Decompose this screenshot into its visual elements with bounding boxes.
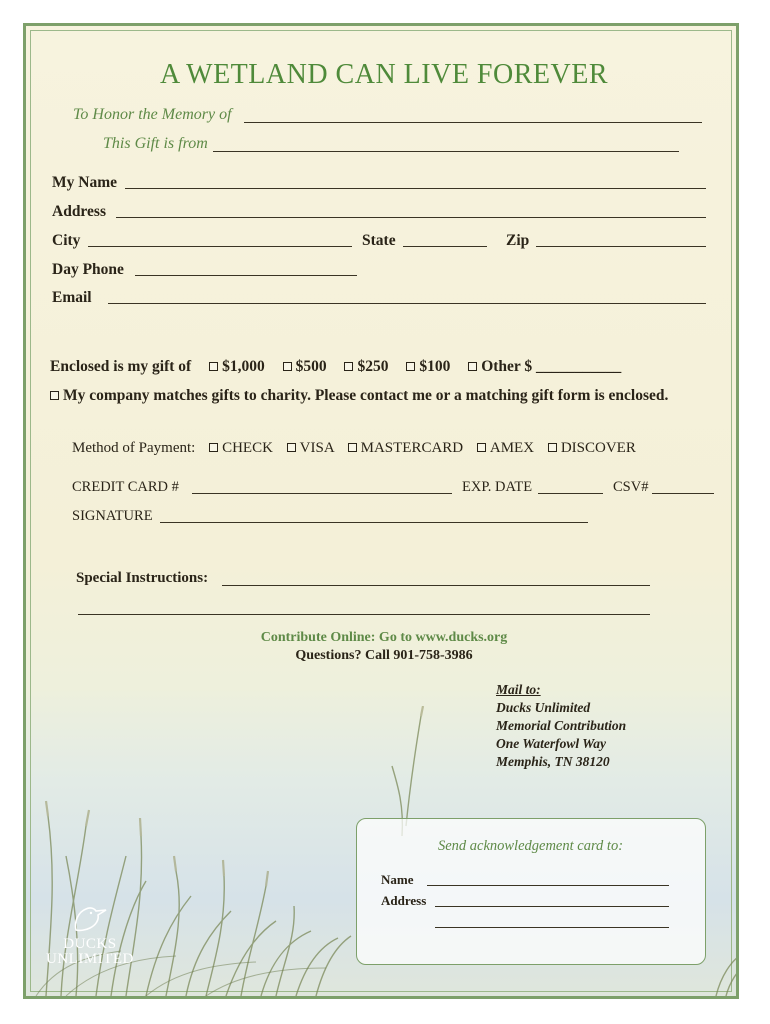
signature-label: SIGNATURE: [72, 508, 153, 524]
payment-method-row: [72, 440, 636, 457]
mail-to-line-4: Memphis, TN 38120: [496, 754, 610, 769]
ack-name-label: Name: [381, 872, 414, 887]
gift-label: Enclosed is my gift of: [50, 358, 192, 375]
state-field[interactable]: [403, 246, 487, 247]
payment-option-amex[interactable]: AMEX: [477, 440, 534, 456]
honor-memory-label: To Honor the Memory of: [73, 106, 232, 123]
duck-head-icon: [70, 902, 110, 932]
signature-field[interactable]: [160, 522, 588, 523]
payment-option-visa[interactable]: VISA: [287, 440, 334, 456]
mail-to-heading: Mail to:: [496, 682, 541, 697]
name-label: My Name: [52, 174, 117, 191]
checkbox-icon[interactable]: [209, 443, 218, 452]
checkbox-icon[interactable]: [283, 362, 292, 371]
honor-memory-field[interactable]: [244, 122, 702, 123]
email-field[interactable]: [108, 303, 706, 304]
ack-address-field[interactable]: [435, 906, 669, 907]
checkbox-icon[interactable]: [406, 362, 415, 371]
ack-address-label: Address: [381, 893, 427, 908]
questions-text: Questions? Call 901-758-3986: [295, 648, 473, 663]
payment-option-check[interactable]: CHECK: [209, 440, 273, 456]
checkbox-icon[interactable]: [50, 391, 59, 400]
gift-from-field[interactable]: [213, 151, 679, 152]
city-label: City: [52, 232, 81, 249]
city-field[interactable]: [88, 246, 352, 247]
gift-option-1000[interactable]: $1,000: [209, 358, 265, 375]
logo-line-2: UNLIMITED: [46, 951, 134, 967]
gift-from-label: This Gift is from: [103, 135, 208, 152]
company-match-text: My company matches gifts to charity. Please contact me or a matching gift form is enclosed.: [63, 387, 669, 404]
csv-field[interactable]: [652, 493, 714, 494]
zip-field[interactable]: [536, 246, 706, 247]
logo-line-1: DUCKS: [63, 936, 117, 952]
gift-option-100[interactable]: $100: [406, 358, 450, 375]
state-label: State: [362, 232, 396, 249]
address-label: Address: [52, 203, 106, 220]
contribute-online-text: Contribute Online: Go to www.ducks.org: [260, 630, 508, 645]
ack-name-field[interactable]: [427, 885, 669, 886]
gift-option-250[interactable]: $250: [344, 358, 388, 375]
name-field[interactable]: [125, 188, 706, 189]
form-frame: [23, 23, 739, 999]
zip-label: Zip: [506, 232, 530, 249]
checkbox-icon[interactable]: [209, 362, 218, 371]
company-match-row[interactable]: [50, 387, 668, 405]
mail-to-line-3: One Waterfowl Way: [496, 736, 607, 751]
checkbox-icon[interactable]: [287, 443, 296, 452]
gift-option-other[interactable]: Other $ ___________: [468, 358, 621, 375]
checkbox-icon[interactable]: [348, 443, 357, 452]
special-instructions-field-2[interactable]: [78, 614, 650, 615]
gift-row: [50, 358, 621, 376]
csv-label: CSV#: [613, 479, 649, 495]
day-phone-field[interactable]: [135, 275, 357, 276]
credit-card-field[interactable]: [192, 493, 452, 494]
form-title: A WETLAND CAN LIVE FOREVER: [159, 59, 608, 90]
address-field[interactable]: [116, 217, 706, 218]
checkbox-icon[interactable]: [468, 362, 477, 371]
ack-address-field-2[interactable]: [435, 927, 669, 928]
mail-to-line-1: Ducks Unlimited: [496, 700, 591, 715]
acknowledgement-box: [356, 818, 706, 965]
gift-option-500[interactable]: $500: [283, 358, 327, 375]
payment-option-mastercard[interactable]: MASTERCARD: [348, 440, 464, 456]
checkbox-icon[interactable]: [477, 443, 486, 452]
acknowledgement-heading: Send acknowledgement card to:: [437, 838, 624, 854]
mail-to-line-2: Memorial Contribution: [496, 718, 627, 733]
special-instructions-label: Special Instructions:: [76, 570, 209, 586]
payment-method-label: Method of Payment:: [72, 440, 196, 456]
exp-date-label: EXP. DATE: [462, 479, 533, 495]
special-instructions-field[interactable]: [222, 585, 650, 586]
email-label: Email: [52, 289, 92, 306]
checkbox-icon[interactable]: [548, 443, 557, 452]
credit-card-label: CREDIT CARD #: [72, 479, 179, 495]
ducks-unlimited-logo: [46, 902, 134, 967]
payment-option-discover[interactable]: DISCOVER: [548, 440, 636, 456]
exp-date-field[interactable]: [538, 493, 603, 494]
day-phone-label: Day Phone: [52, 261, 124, 278]
checkbox-icon[interactable]: [344, 362, 353, 371]
